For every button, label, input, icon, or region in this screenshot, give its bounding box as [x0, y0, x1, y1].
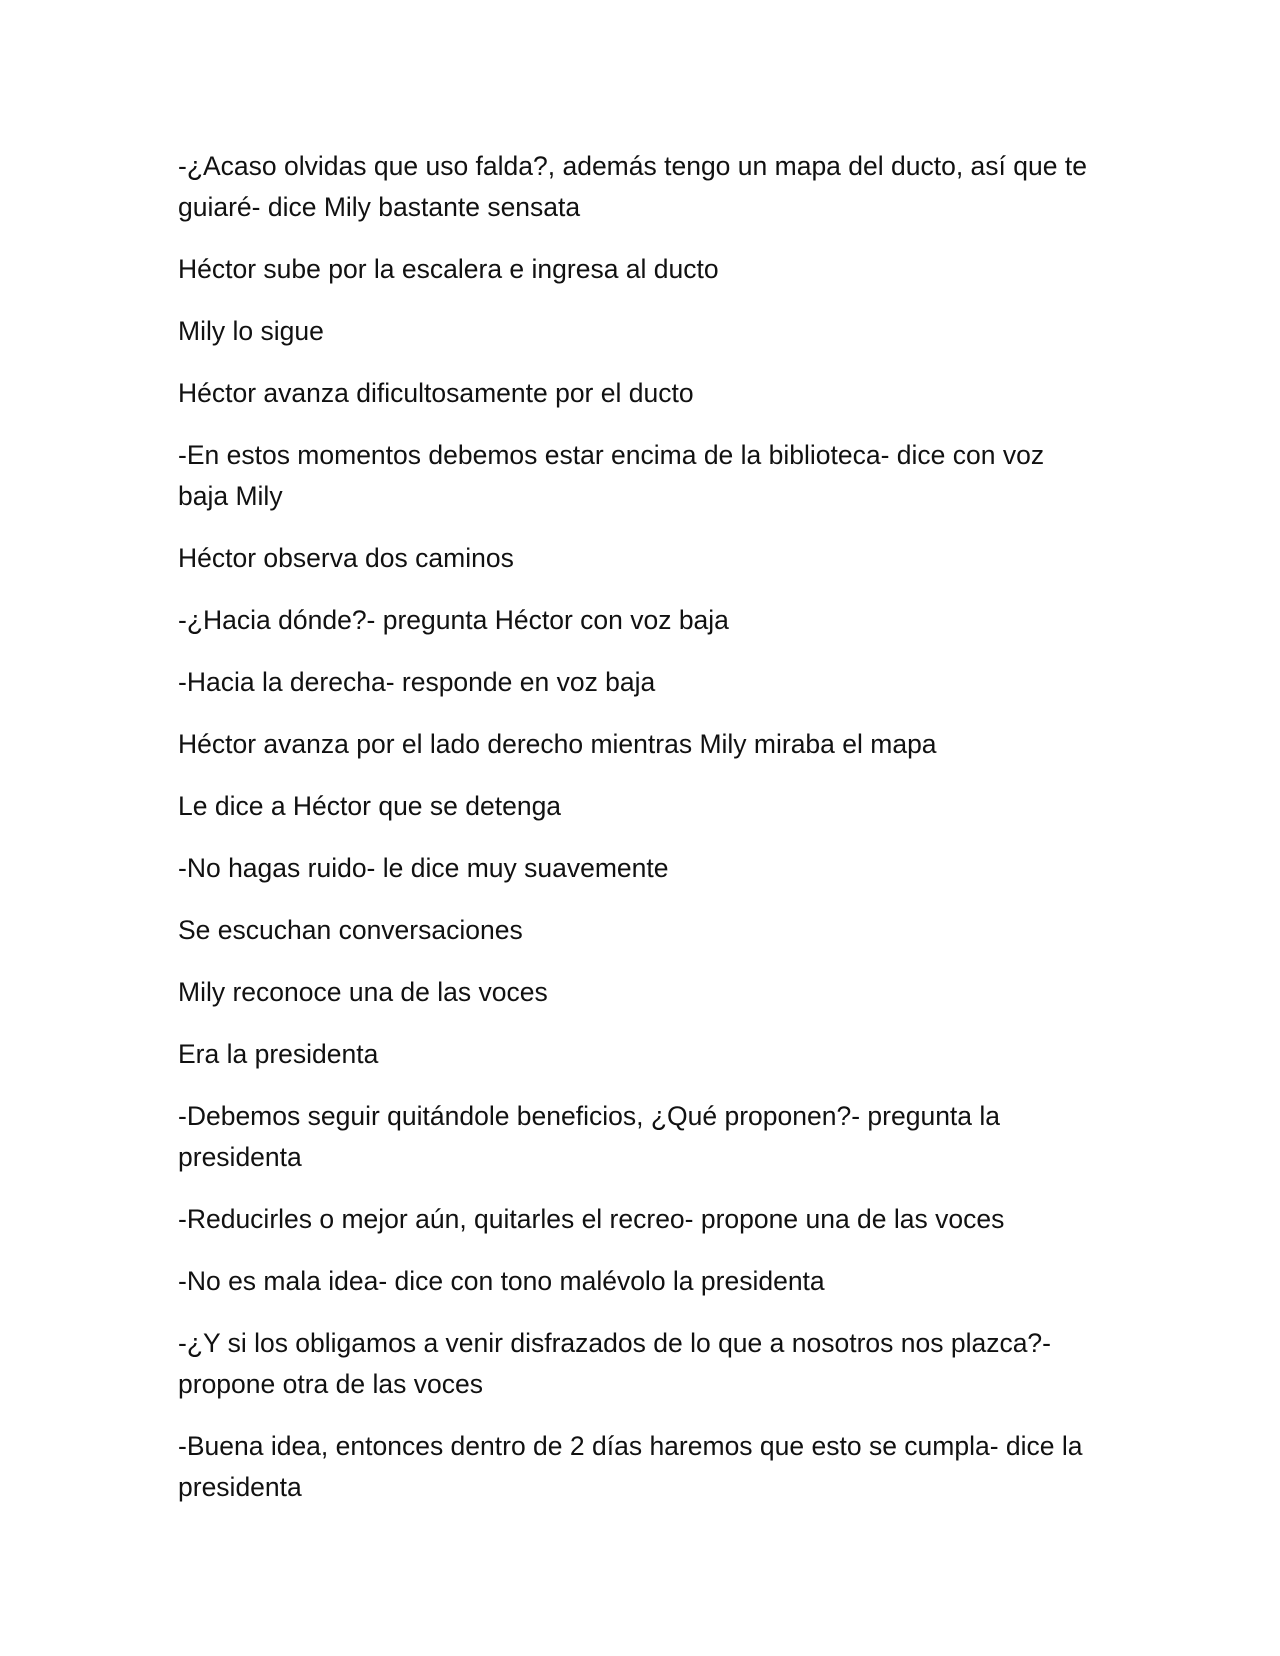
paragraph: -Debemos seguir quitándole beneficios, ¿Qué proponen?- pregunta la presidenta — [178, 1101, 1001, 1172]
paragraph: -Buena idea, entonces dentro de 2 días haremos que esto se cumpla- dice la presidenta — [178, 1431, 1083, 1502]
document-body — [178, 146, 1098, 1529]
paragraph: -No hagas ruido- le dice muy suavemente — [178, 853, 669, 883]
paragraph: -¿Hacia dónde?- pregunta Héctor con voz baja — [178, 605, 729, 635]
paragraph: -Reducirles o mejor aún, quitarles el recreo- propone una de las voces — [178, 1204, 1005, 1234]
paragraph: -No es mala idea- dice con tono malévolo la presidenta — [178, 1266, 825, 1296]
paragraph: -En estos momentos debemos estar encima de la biblioteca- dice con voz baja Mily — [178, 440, 1045, 511]
paragraph: Héctor avanza por el lado derecho mientras Mily miraba el mapa — [178, 729, 937, 759]
paragraph: Era la presidenta — [178, 1039, 379, 1069]
paragraph: -¿Acaso olvidas que uso falda?, además tengo un mapa del ducto, así que te guiaré- dice Mily bastante sensata — [178, 151, 1087, 222]
paragraph: Le dice a Héctor que se detenga — [178, 791, 562, 821]
paragraph: -Hacia la derecha- responde en voz baja — [178, 667, 656, 697]
paragraph: Se escuchan conversaciones — [178, 915, 523, 945]
paragraph: Mily reconoce una de las voces — [178, 977, 548, 1007]
paragraph: Héctor sube por la escalera e ingresa al ducto — [178, 254, 719, 284]
paragraph: Héctor avanza dificultosamente por el ducto — [178, 378, 694, 408]
paragraph: Mily lo sigue — [178, 316, 324, 346]
paragraph: Héctor observa dos caminos — [178, 543, 514, 573]
paragraph: -¿Y si los obligamos a venir disfrazados de lo que a nosotros nos plazca?- propone otra de las voces — [178, 1328, 1051, 1399]
